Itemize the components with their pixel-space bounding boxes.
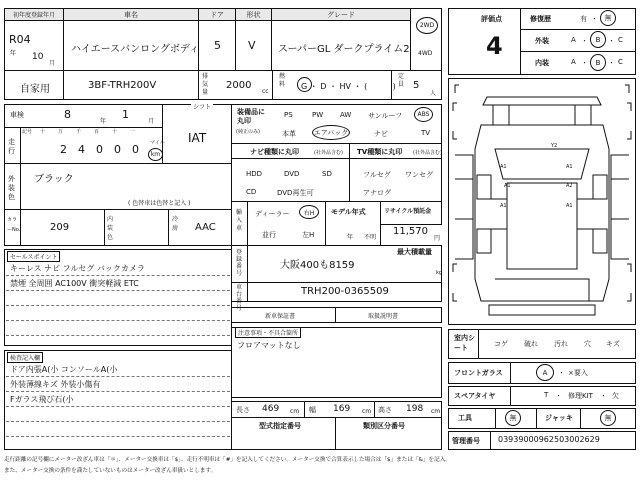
mileage-digits [20,143,163,159]
model-code: 3BF-TRH200V [88,80,157,91]
inspector-label: 検査記入欄 [7,352,43,363]
spare-missing: 欠 [612,392,619,400]
tools-label: 工具 [458,414,472,422]
navi-hdd: HDD [246,170,263,178]
inspection-label: 車検 [10,111,24,119]
shape: V [248,39,256,52]
equipment-sub: (純正のみ) [236,129,260,135]
footer-line-2: また、メーター交換の条件を満たしていないものはメーター改ざん車扱いとします。 [4,468,217,474]
seat-label: 室内シート [454,334,475,352]
ac-label: 冷房 [172,216,179,232]
repair-no: 無 [600,10,616,26]
tv-sub: (社外品含む) [413,150,442,156]
vin-label: 車台番号 [236,284,243,312]
tv-fullseg: フルセグ [363,171,391,179]
displacement-label: 排気量 [202,73,209,96]
notes-line-1: フロアマットなし [237,341,301,350]
width: 169 [333,404,351,414]
mgmt-label: 管理番号 [452,437,480,445]
interior-label: 内装 [535,59,549,67]
seat-ana: 穴 [584,340,591,348]
interior-b: B [590,54,606,71]
color-no-label: カラーNo. [7,217,21,233]
import-right-h: 右H [299,205,319,219]
score-label: 評価点 [481,15,502,23]
mark-bonnet-left: A1 [500,164,507,170]
seat-koge: コゲ [494,340,508,348]
front-glass-label: フロントガラス [454,369,503,377]
mileage-unit-header: 十 [40,129,46,135]
inspector-line-2: 外装薄線キズ 外装小傷有 [10,380,101,389]
usage: 自家用 [20,84,50,95]
equipment-label: 装備品に丸印 [237,108,265,125]
navi-dvd-play: DVD再生可 [277,189,314,197]
navi-sub: (社外品含む) [314,150,343,156]
tv-analog: アナログ [363,189,391,197]
fuel-options: G ・ D ・ HV ・ ( ) [301,82,396,91]
exterior-c: C [618,36,623,44]
mgmt-value: 0393900096250300​2629 [498,435,600,444]
color-no: 209 [50,222,70,233]
exterior-b: B [590,31,606,48]
grade: スーパーGL ダークプライム2 [278,44,410,55]
equip-pw: PW [312,111,324,119]
mile-label: マイル [150,140,165,146]
exterior-label: 外装 [535,37,549,45]
import-label: 輸入車 [236,209,243,232]
equip-leather: 本革 [282,130,296,138]
drive-4wd: 4WD [418,50,433,57]
tv-oneseg: ワンセグ [405,171,433,179]
import-left-h: 左H [302,231,315,239]
mileage-unit-header: 千 [76,129,82,135]
score: 4 [486,32,503,60]
class-label: 類別区分番号 [363,422,405,430]
repair-yes: 有 [580,15,587,23]
fuel-selected-circle [297,77,312,92]
height: 198 [406,404,424,414]
mileage-digit: 4 [78,143,85,156]
equip-tv: TV [421,129,431,137]
equip-airbag: エアバック [312,125,350,140]
width-label: 幅 [309,406,316,414]
model-year-label: モデル年式 [331,208,366,216]
width-cm: cm [362,408,372,415]
mileage-unit-header: 百 [94,129,100,135]
mark-bonnet-right: A1 [566,164,573,170]
spare-label: スペアタイヤ [454,392,496,400]
mark-fender-left: A1 [504,183,511,189]
equip-aw: AW [340,111,352,119]
notes-label: 注意事項・不具合箇所 [235,327,301,338]
mileage-unit-header: 一 [130,129,136,135]
jack-value: 無 [600,410,616,426]
length-cm: cm [290,408,300,415]
seat-yogore: 汚れ [554,340,568,348]
ac-value: AAC [195,222,216,233]
color-label: 外装色 [8,175,15,201]
equip-navi: ナビ [374,130,388,138]
interior-c: C [618,58,623,66]
plate-label: 登録番号 [236,249,243,277]
footer-line-1: 走行距離の記号欄にメーター改ざん車は「＊」、メーター交換車は「$」、走行不明車は「#」を記入してください。メーター交換で合算表示した場合は「$」または「&」を記入。 [4,457,451,463]
equip-abs: ABS [414,107,433,122]
inspection-cell [4,104,163,128]
spare-t: T [544,391,549,399]
jack-label: ジャッキ [545,414,573,422]
type-label: 型式指定番号 [259,422,301,430]
plate: 大阪400も8159 [280,260,355,271]
first-reg-year: R04 [9,33,31,46]
front-glass-a: A [536,364,554,381]
tv-label: TV種類に丸印 [357,148,403,156]
model-year-unit: 年 [347,234,354,241]
mark-windshield: Y2 [551,143,558,149]
inspection-month-unit: 月 [148,118,155,125]
sales-point-line-2: 禁煙 全周囲 AC100V 衝突軽減 ETC [10,279,139,288]
equip-ps: PS [284,111,293,119]
navi-label: ナビ種類に丸印 [250,148,299,156]
grade-header: グレード [271,8,411,21]
mileage-unit-headers [20,128,163,136]
front-glass-repair: ×要入 [568,369,588,377]
length-label: 長さ [236,406,250,414]
mileage-unit-header: 万 [58,129,64,135]
drive-2wd: 2WD [416,17,438,34]
model-year-unknown: 不明 [364,234,377,241]
recycle-value: 11,570 [393,226,428,237]
vin: TRH200-0365509 [301,286,389,297]
mileage-digit: 0 [132,143,139,156]
max-load-label: 最大積載量 [397,248,432,256]
new-car-label: 新車保証書 [265,313,296,320]
height-label: 高さ [378,406,392,414]
spare-dot: ・ [600,392,607,400]
color-note: ( 色替車は色替と記入 ) [128,200,191,207]
equip-sunroof: サンルーフ [368,112,403,120]
km-circle: km [148,148,163,161]
exterior-a: A [571,36,576,44]
cc-unit: cc [262,88,269,95]
mark-door-left: A1 [500,203,507,209]
import-parallel: 並行 [262,231,276,239]
car-name: ハイエースバンロングボディ [71,44,200,55]
repair-label: 修復歴 [530,15,551,23]
door-header: ドア [198,8,236,21]
height-cm: cm [431,408,441,415]
mileage-unit-header: 十 [112,129,118,135]
persons-unit: 人 [430,90,437,97]
import-dealer: ディーラー [255,210,290,218]
navi-sd: SD [322,170,332,178]
capacity: 5 [413,80,420,91]
first-reg-year-unit: 年 [10,50,17,57]
mileage-unit-header: 記号 [22,129,33,135]
capacity-label: 定員 [398,73,405,88]
car-diagram [449,79,635,324]
mileage-digit: 0 [96,143,103,156]
recycle-label: リサイクル預託金 [384,208,432,215]
recycle-yen: 円 [434,235,441,242]
shape-header: 形状 [235,8,272,21]
tools-value: 無 [505,410,521,426]
spare-kit: 修理KIT [568,392,593,400]
length: 469 [262,404,280,414]
sales-point-line-1: キーレス ナビ フルセグ バックカメラ [10,264,145,273]
first-reg-month: 10 [32,52,44,62]
mileage-digit: 0 [114,143,121,156]
interior-a: A [571,58,576,66]
mark-door-right: A1 [566,203,573,209]
seat-yabure: 破れ [524,340,538,348]
max-load-kg: kg [436,270,443,276]
mileage-label: 走行 [8,138,15,155]
inspection-year-unit: 年 [100,118,107,125]
navi-dvd: DVD [284,170,300,178]
displacement: 2000 [226,80,252,91]
shift-label: シフト [193,104,212,111]
shift-value: IAT [188,131,207,145]
inspection-month: 1 [122,108,129,121]
sales-points-label: セールスポイント [7,251,60,262]
first-reg-month-unit: 月 [49,60,56,67]
doors: 5 [214,39,221,52]
manual-label: 取扱説明書 [368,313,399,320]
navi-cd: CD [246,188,257,196]
first-reg-header: 初年度登録年月 [4,8,64,21]
interior-color-label: 内装色 [107,216,114,241]
inspection-year: 8 [64,108,71,121]
car-name-header: 車名 [63,8,199,21]
mileage-digit: 2 [60,143,67,156]
inspector-line-3: Fガラス飛び石(小 [10,395,74,404]
fuel-label: 燃料 [279,73,286,88]
color-value: ブラック [34,174,74,185]
inspector-line-1: ドア内張A(小 コンソールA(小 [10,365,118,374]
seat-kizu: キズ [606,340,620,348]
mark-fender-right: A2 [566,183,573,189]
